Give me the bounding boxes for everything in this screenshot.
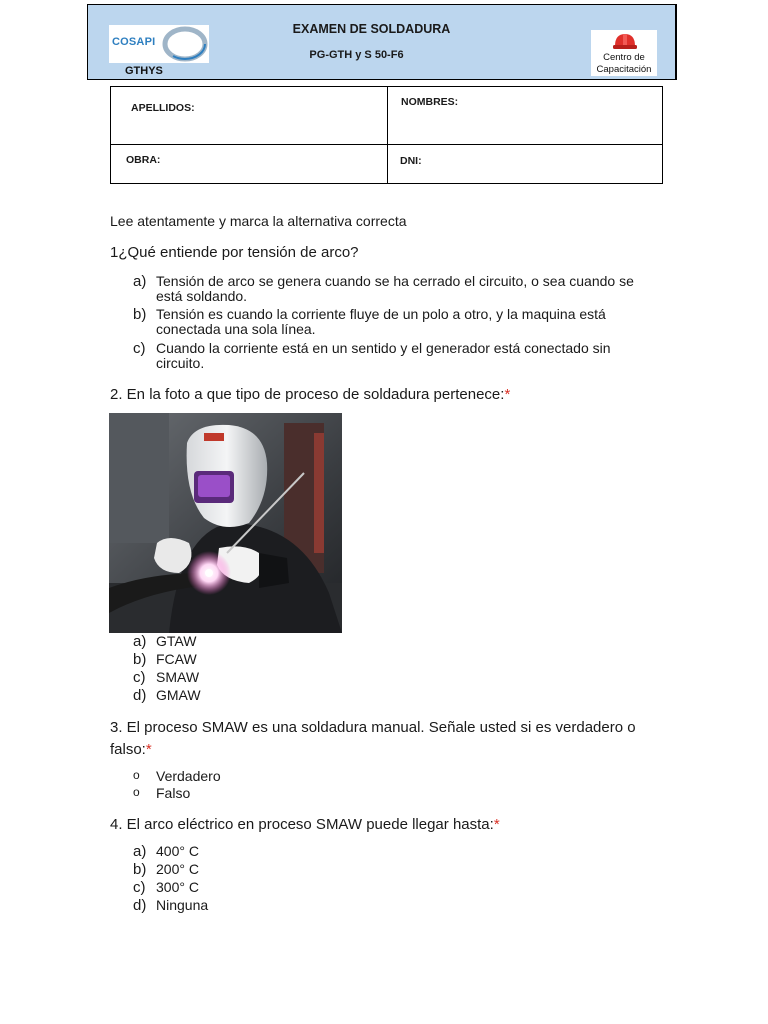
option-text: Ninguna bbox=[156, 897, 209, 913]
question-1 bbox=[110, 244, 359, 261]
option-letter: d) bbox=[133, 897, 147, 914]
option-letter: b) bbox=[133, 651, 147, 668]
dni-field[interactable] bbox=[388, 145, 663, 184]
required-mark: * bbox=[504, 386, 511, 403]
required-mark: * bbox=[145, 741, 152, 758]
option-letter: c) bbox=[133, 879, 146, 896]
apellidos-label: APELLIDOS: bbox=[131, 102, 195, 114]
welder-photo bbox=[109, 413, 342, 633]
option-text: Falso bbox=[156, 785, 191, 801]
option-text: 300° C bbox=[156, 879, 199, 895]
instructions: Lee atentamente y marca la alternativa correcta bbox=[110, 213, 407, 229]
option-letter: b) bbox=[133, 306, 147, 323]
option-text: SMAW bbox=[156, 669, 200, 685]
question-3-line2 bbox=[110, 741, 152, 758]
exam-title: EXAMEN DE SOLDADURA bbox=[292, 22, 451, 36]
question-3-text-line1: 3. El proceso SMAW es una soldadura manual. Señale usted si es verdadero o bbox=[110, 719, 636, 736]
option-text: FCAW bbox=[156, 651, 197, 667]
centro-line2: Capacitación bbox=[596, 64, 652, 75]
obra-field[interactable] bbox=[111, 145, 388, 184]
question-3-text-line2: falso: bbox=[110, 741, 146, 758]
option-text: Cuando la corriente está en un sentido y el generador está conectado sin circuito. bbox=[156, 340, 611, 371]
cosapi-logo-text: COSAPI bbox=[112, 36, 156, 48]
exam-code: PG-GTH y S 50-F6 bbox=[309, 49, 404, 61]
option-text: Verdadero bbox=[156, 768, 221, 784]
option-text: 200° C bbox=[156, 861, 199, 877]
apellidos-field[interactable] bbox=[111, 87, 388, 145]
obra-label: OBRA: bbox=[126, 154, 161, 166]
centro-line1: Centro de bbox=[603, 52, 645, 63]
option-letter: a) bbox=[133, 633, 147, 650]
centro-capacitacion-logo bbox=[591, 30, 657, 76]
dni-label: DNI: bbox=[400, 155, 422, 167]
required-mark: * bbox=[493, 816, 500, 833]
nombres-field[interactable] bbox=[388, 87, 663, 145]
option-text: GTAW bbox=[156, 633, 197, 649]
option-text: Tensión es cuando la corriente fluye de un polo a otro, y la maquina está conectada una sola línea. bbox=[156, 306, 606, 337]
department-label: GTHYS bbox=[125, 65, 163, 77]
question-4-text: 4. El arco eléctrico en proceso SMAW puede llegar hasta: bbox=[110, 816, 494, 833]
radio-circle-icon: o bbox=[133, 768, 140, 782]
option-letter: b) bbox=[133, 861, 147, 878]
option-letter: c) bbox=[133, 340, 146, 357]
hard-hat-icon bbox=[612, 31, 638, 51]
exam-header bbox=[87, 4, 677, 80]
question-1-text: 1¿Qué entiende por tensión de arco? bbox=[110, 244, 359, 261]
radio-circle-icon: o bbox=[133, 785, 140, 799]
option-text: GMAW bbox=[156, 687, 201, 703]
option-letter: a) bbox=[133, 273, 147, 290]
question-3 bbox=[110, 719, 636, 736]
option-letter: d) bbox=[133, 687, 147, 704]
option-text: 400° C bbox=[156, 843, 199, 859]
question-2-text: 2. En la foto a que tipo de proceso de soldadura pertenece: bbox=[110, 386, 505, 403]
option-letter: c) bbox=[133, 669, 146, 686]
question-4 bbox=[110, 816, 500, 833]
option-text: Tensión de arco se genera cuando se ha cerrado el circuito, o sea cuando se está soldando. bbox=[156, 273, 634, 304]
option-letter: a) bbox=[133, 843, 147, 860]
nombres-label: NOMBRES: bbox=[401, 96, 459, 108]
question-2 bbox=[110, 386, 510, 403]
student-info-table bbox=[110, 86, 663, 184]
welder-illustration-icon bbox=[109, 413, 342, 633]
